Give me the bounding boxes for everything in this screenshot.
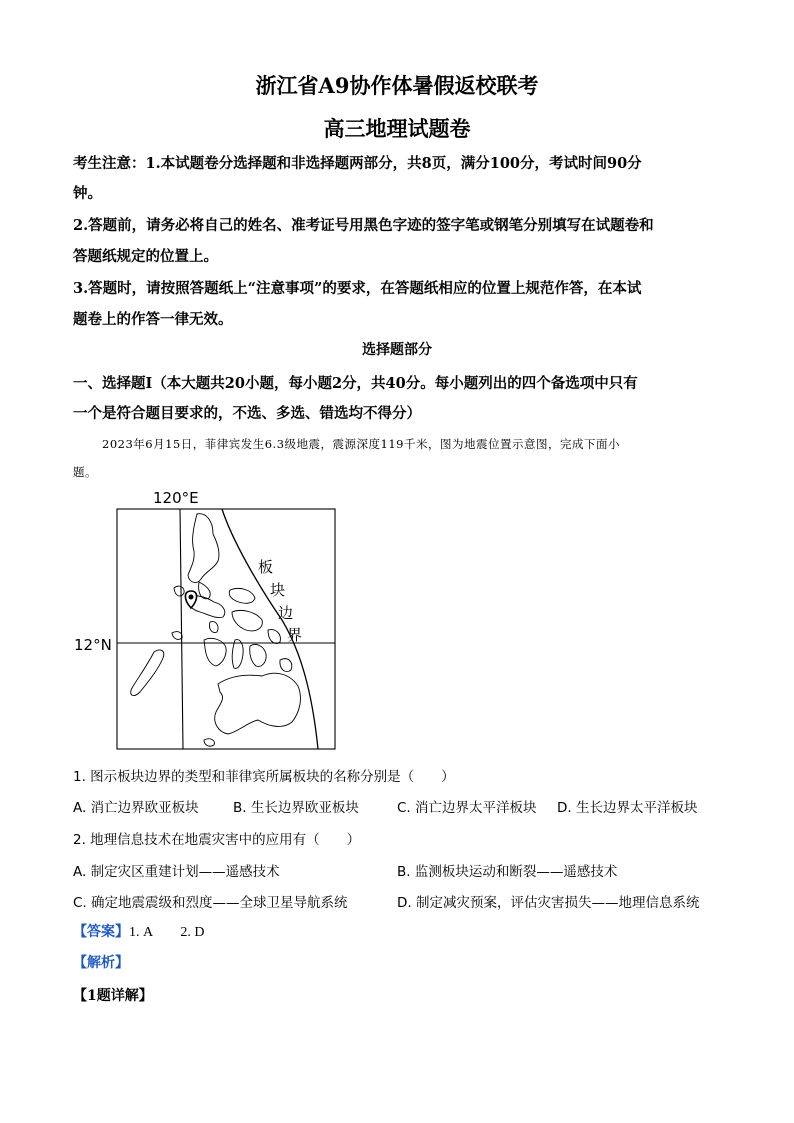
- plate-boundary-line: [222, 509, 318, 749]
- intro-line-2: 题。: [73, 465, 97, 479]
- notice-line-2: 2.答题前，请务必将自己的姓名、准考证号用黑色字迹的签字笔或钢笔分别填写在试题卷和: [73, 217, 654, 234]
- island: [209, 622, 218, 633]
- question-1-option-d: D. 生长边界太平洋板块: [557, 800, 698, 816]
- island: [172, 632, 182, 640]
- island: [268, 630, 280, 644]
- section-heading-line-2: 一个是符合题目要求的，不选、多选、错选均不得分）: [73, 405, 421, 422]
- question-1-stem: 1. 图示板块边界的类型和菲律宾所属板块的名称分别是（ ）: [73, 769, 455, 785]
- samar-island: [232, 610, 262, 630]
- palawan-island: [131, 650, 164, 695]
- map-frame: [117, 509, 335, 749]
- map-longitude-label: 120°E: [153, 489, 199, 507]
- question-2-stem: 2. 地理信息技术在地震灾害中的应用有（ ）: [73, 832, 361, 848]
- question-2-option-b: B. 监测板块运动和断裂——遥感技术: [397, 864, 618, 880]
- leyte-island: [250, 644, 266, 666]
- question-1-option-b: B. 生长边界欧亚板块: [233, 800, 359, 816]
- island: [174, 586, 184, 596]
- notice-line-1: 考生注意：1.本试题卷分选择题和非选择题两部分，共8页，满分100分，考试时间90分: [73, 155, 642, 172]
- section-heading-line-1: 一、选择题Ⅰ（本大题共20小题，每小题2分，共40分。每小题列出的四个备选项中只有: [73, 375, 638, 392]
- analysis-detail-heading: 【1题详解】: [73, 988, 153, 1004]
- island: [280, 659, 292, 672]
- mindanao-island: [215, 673, 301, 734]
- question-1-option-c: C. 消亡边界太平洋板块: [397, 800, 537, 816]
- intro-line-1: 2023年6月15日，菲律宾发生6.3级地震，震源深度119千米，图为地震位置示意图，完成下面小: [102, 437, 620, 451]
- map-latitude-label: 12°N: [74, 636, 112, 654]
- meridian-120e-line: [180, 509, 183, 749]
- question-1-option-a: A. 消亡边界欧亚板块: [73, 800, 199, 816]
- question-2-option-c: C. 确定地震震级和烈度——全球卫星导航系统: [73, 895, 348, 911]
- page-subtitle: 高三地理试题卷: [323, 116, 471, 141]
- map-boundary-char-3: 边: [278, 604, 294, 622]
- island: [204, 739, 214, 746]
- answer-label: 【答案】: [73, 924, 129, 940]
- question-2-option-a: A. 制定灾区重建计划——遥感技术: [73, 864, 280, 880]
- notice-line-3b: 题卷上的作答一律无效。: [73, 311, 233, 328]
- analysis-label: 【解析】: [73, 955, 129, 971]
- map-boundary-char-1: 板: [258, 558, 274, 576]
- map-boundary-char-4: 界: [287, 626, 303, 644]
- answer-text: 1. A 2. D: [129, 925, 205, 940]
- island: [229, 588, 255, 603]
- notice-line-3: 3.答题时，请按照答题纸上“注意事项”的要求，在答题纸相应的位置上规范作答，在本试: [73, 280, 642, 297]
- epicenter-marker-icon: [185, 591, 196, 608]
- notice-line-2b: 答题纸规定的位置上。: [73, 248, 218, 265]
- notice-line-1b: 钟。: [73, 185, 102, 202]
- cebu-island: [232, 640, 243, 669]
- philippine-islands: [131, 514, 301, 746]
- luzon-island: [188, 514, 219, 583]
- map-boundary-char-2: 块: [270, 581, 286, 599]
- page-title: 浙江省A9协作体暑假返校联考: [255, 73, 539, 98]
- section-title: 选择题部分: [362, 342, 432, 358]
- answer-line: [73, 921, 204, 941]
- question-2-option-d: D. 制定减灾预案，评估灾害损失——地理信息系统: [397, 895, 700, 911]
